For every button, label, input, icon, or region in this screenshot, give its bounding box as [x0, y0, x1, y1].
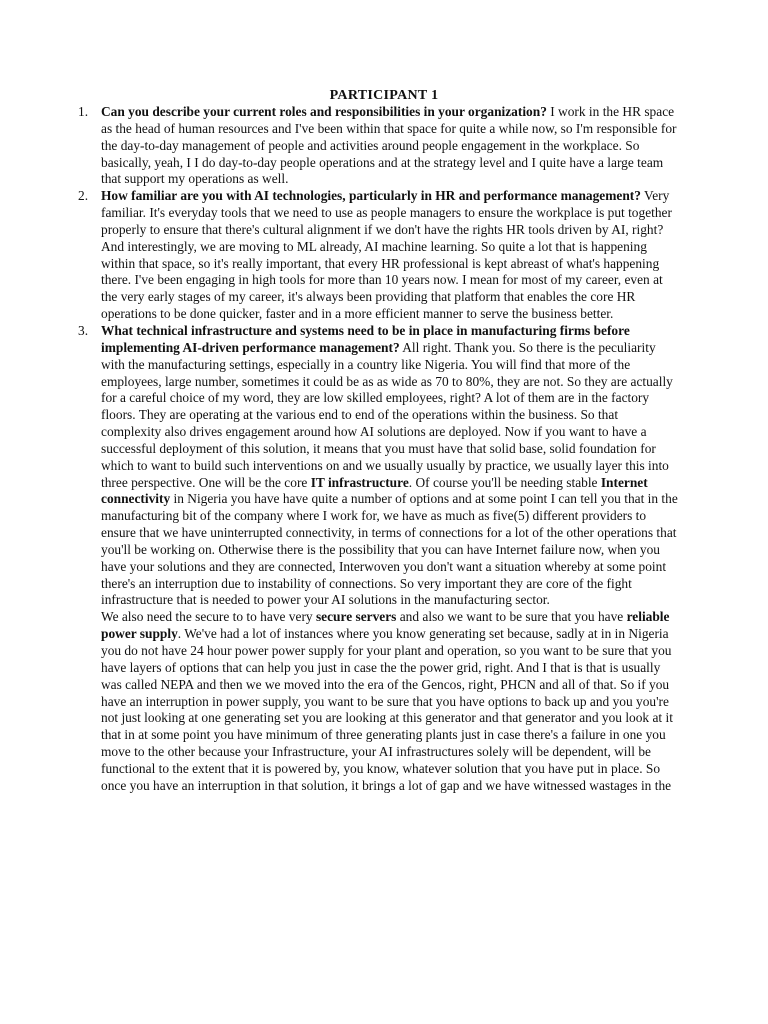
answer-text: . We've had a lot of instances where you know generating set because, sadly at in in Nigeria you do not have 24 hour power power supply for your plant and operation, so you want to be sure that you have layers of options that can help you just in case the the power grid, right. And I that is that is usually was called NEPA and then we we moved into the era of the Gencos, right, PHCN and all of that. So if you have an interruption in power supply, you want to be sure that you have options to back up and you you're not just looking at one generating set you are looking at this generator and that generator and you look at it that in at some point you have minimum of three generating plants just in case there's a failure in one you move to the other because your Infrastructure, your AI infrastructures solely will be dependent, will be functional to the extent that it is powered by, you know, whatever solution that you have put in place. So once you have an interruption in that solution, it brings a lot of gap and we have witnessed wastages in the	[101, 626, 673, 793]
interview-question-list	[78, 104, 680, 795]
answer-paragraph-1	[101, 323, 680, 609]
list-item-question-2	[78, 188, 680, 323]
page-title: PARTICIPANT 1	[329, 88, 439, 103]
question-number: 2.	[78, 188, 89, 204]
answer-text: and also we want to be sure that you have	[396, 609, 627, 625]
answer-text: in Nigeria you have have quite a number of options and at some point I can tell you that in the manufacturing bit of the company where I work for, we have as much as five(5) different providers to ensure that we have uninterrupted connectivity, in terms of connections for a lot of the other operations that you'll be working on. Otherwise there is the possibility that you can have Internet failure now, when you have your solutions and they are connected, Interwoven you don't want a situation whereby at some point there's an interruption due to instability of connections. So very important they are core of the fight infrastructure that is needed to power your AI solutions in the manufacturing sector.	[101, 491, 678, 608]
emphasis-reliable-power-supply: reliable power supply	[101, 609, 670, 642]
question-text: Can you describe your current roles and responsibilities in your organization?	[101, 104, 547, 119]
answer-text: Very familiar. It's everyday tools that we need to use as people managers to ensure the workplace is put together properly to ensure that there's cultural alignment if we don't have the rights HR tools driven by AI, right? And interestingly, we are moving to ML already, AI machine learning. So quite a lot that is happening within that space, so it's really important, that every HR professional is kept abreast of what's happening there. I've been engaging in high tools for more than 10 years now. I mean for most of my career, even at the very early stages of my career, it's always been providing that platform that enables the core HR operations to be done quicker, faster and in a more efficient manner to serve the business better.	[101, 188, 672, 322]
emphasis-internet-connectivity: Internet connectivity	[101, 474, 648, 507]
question-number: 3.	[78, 322, 89, 338]
list-item-question-1	[78, 104, 680, 188]
answer-text: We also need the secure to to have very	[101, 609, 316, 625]
question-number: 1.	[78, 104, 89, 119]
emphasis-it-infrastructure: IT infrastructure	[310, 474, 409, 490]
list-item-question-3	[78, 323, 680, 795]
question-text: What technical infrastructure and systems need to be in place in manufacturing firms before implementing AI-driven performance management?	[101, 322, 630, 355]
answer-text: All right. Thank you. So there is the peculiarity with the manufacturing settings, especially in a country like Nigeria. You will find that more of the employees, large number, sometimes it could be as as wide as 70 to 80%, they are not. So they are actually for a careful choice of my word, they are low skilled employees, right? A lot of them are in the factory floors. They are operating at the various end to end of the operations within the business. So that complexity also drives engagement around how AI solutions are deployed. Now if you want to have a successful deployment of this solution, it means that you must have that solid base, solid foundation for which to want to build such interventions on and we usually usually by practice, we usually layer this into three perspective. One will be the core	[101, 339, 673, 490]
emphasis-secure-servers: secure servers	[315, 609, 397, 625]
answer-paragraph-2	[101, 609, 680, 794]
answer-text: I work in the HR space as the head of human resources and I've been within that space for quite a while now, so I'm responsible for the day-to-day management of people and activities around people engagement in the workplace. So basically, yeah, I I do day-to-day people operations and at the strategy level and I quite have a large team that support my operations as well.	[101, 104, 677, 187]
answer-text: . Of course you'll be needing stable	[408, 474, 601, 490]
question-text: How familiar are you with AI technologies, particularly in HR and performance management?	[101, 188, 641, 204]
